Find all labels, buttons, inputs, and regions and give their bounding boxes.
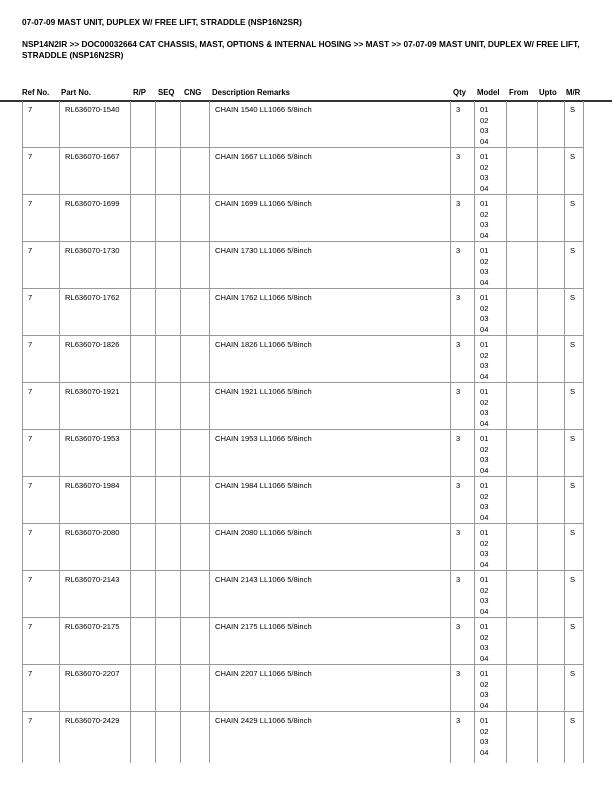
cell-rp	[131, 289, 156, 336]
cell-desc	[210, 712, 451, 764]
cell-ref-text: 7	[28, 199, 33, 208]
cell-part-text: RL636070-1826	[65, 340, 120, 349]
cell-model	[475, 195, 507, 242]
cell-ref-text: 7	[28, 105, 33, 114]
table-row	[23, 477, 584, 524]
cell-desc	[210, 336, 451, 383]
cell-qty-text: 3	[456, 434, 461, 443]
cell-part	[60, 477, 131, 524]
cell-mr	[565, 524, 584, 571]
cell-rp	[131, 101, 156, 148]
cell-desc	[210, 195, 451, 242]
cell-cng	[181, 712, 210, 764]
cell-upto	[538, 430, 565, 477]
cell-mr	[565, 383, 584, 430]
cell-qty-text: 3	[456, 716, 461, 725]
cell-mr-text: S	[570, 575, 576, 584]
cell-model	[475, 101, 507, 148]
cell-mr	[565, 618, 584, 665]
table-row	[23, 101, 584, 148]
cell-desc	[210, 101, 451, 148]
cell-upto	[538, 383, 565, 430]
cell-seq	[156, 665, 181, 712]
cell-from	[507, 242, 538, 289]
col-seq: SEQ	[158, 88, 175, 97]
cell-part-text: RL636070-1953	[65, 434, 120, 443]
cell-ref-text: 7	[28, 716, 33, 725]
cell-rp	[131, 712, 156, 764]
cell-rp	[131, 524, 156, 571]
cell-seq	[156, 430, 181, 477]
cell-mr-text: S	[570, 387, 576, 396]
cell-model-text: 01 02 03 04	[480, 105, 489, 146]
col-upto: Upto	[539, 88, 557, 97]
table-row	[23, 618, 584, 665]
cell-ref-text: 7	[28, 669, 33, 678]
cell-mr	[565, 195, 584, 242]
col-desc: Description Remarks	[212, 88, 290, 97]
cell-seq	[156, 289, 181, 336]
cell-mr	[565, 571, 584, 618]
cell-qty-text: 3	[456, 152, 461, 161]
col-model: Model	[477, 88, 500, 97]
table-header	[0, 87, 612, 100]
table-row	[23, 289, 584, 336]
table-row	[23, 665, 584, 712]
cell-from	[507, 571, 538, 618]
cell-cng	[181, 242, 210, 289]
cell-desc	[210, 477, 451, 524]
cell-model	[475, 712, 507, 764]
cell-upto	[538, 618, 565, 665]
cell-qty	[451, 242, 475, 289]
cell-rp	[131, 477, 156, 524]
cell-cng	[181, 148, 210, 195]
cell-cng	[181, 289, 210, 336]
cell-mr-text: S	[570, 669, 576, 678]
table-row	[23, 524, 584, 571]
cell-model-text: 01 02 03 04	[480, 387, 489, 428]
cell-upto	[538, 195, 565, 242]
cell-ref	[23, 618, 60, 665]
cell-part	[60, 383, 131, 430]
cell-part-text: RL636070-2080	[65, 528, 120, 537]
cell-desc	[210, 618, 451, 665]
cell-ref	[23, 524, 60, 571]
table-row	[23, 336, 584, 383]
col-ref: Ref No.	[22, 88, 50, 97]
cell-cng	[181, 336, 210, 383]
cell-qty-text: 3	[456, 481, 461, 490]
cell-model	[475, 336, 507, 383]
cell-ref	[23, 571, 60, 618]
cell-desc-text: CHAIN 1826 LL1066 5/8inch	[215, 340, 312, 349]
table-row	[23, 571, 584, 618]
cell-upto	[538, 665, 565, 712]
cell-mr	[565, 242, 584, 289]
cell-model	[475, 618, 507, 665]
cell-part-text: RL636070-1984	[65, 481, 120, 490]
cell-rp	[131, 618, 156, 665]
cell-desc-text: CHAIN 2207 LL1066 5/8inch	[215, 669, 312, 678]
cell-model-text: 01 02 03 04	[480, 152, 489, 193]
cell-model-text: 01 02 03 04	[480, 481, 489, 522]
cell-qty-text: 3	[456, 199, 461, 208]
cell-mr	[565, 665, 584, 712]
cell-from	[507, 289, 538, 336]
cell-upto	[538, 242, 565, 289]
cell-from	[507, 712, 538, 764]
cell-qty	[451, 430, 475, 477]
cell-upto	[538, 571, 565, 618]
cell-desc-text: CHAIN 2429 LL1066 5/8inch	[215, 716, 312, 725]
cell-cng	[181, 477, 210, 524]
cell-mr-text: S	[570, 434, 576, 443]
cell-desc	[210, 148, 451, 195]
cell-mr-text: S	[570, 293, 576, 302]
cell-qty-text: 3	[456, 575, 461, 584]
cell-model-text: 01 02 03 04	[480, 669, 489, 710]
cell-desc-text: CHAIN 1540 LL1066 5/8inch	[215, 105, 312, 114]
cell-from	[507, 430, 538, 477]
cell-from	[507, 336, 538, 383]
cell-qty-text: 3	[456, 293, 461, 302]
cell-cng	[181, 618, 210, 665]
cell-model-text: 01 02 03 04	[480, 622, 489, 663]
cell-seq	[156, 712, 181, 764]
cell-ref	[23, 477, 60, 524]
cell-qty	[451, 712, 475, 764]
cell-mr-text: S	[570, 716, 576, 725]
cell-mr-text: S	[570, 152, 576, 161]
cell-mr	[565, 477, 584, 524]
col-cng: CNG	[184, 88, 202, 97]
cell-ref	[23, 430, 60, 477]
table-row	[23, 712, 584, 764]
cell-desc	[210, 383, 451, 430]
cell-mr-text: S	[570, 246, 576, 255]
cell-part	[60, 618, 131, 665]
cell-qty	[451, 524, 475, 571]
cell-ref-text: 7	[28, 434, 33, 443]
cell-model-text: 01 02 03 04	[480, 246, 489, 287]
cell-ref	[23, 712, 60, 764]
cell-seq	[156, 148, 181, 195]
cell-model	[475, 383, 507, 430]
table-row	[23, 383, 584, 430]
cell-ref	[23, 101, 60, 148]
cell-desc-text: CHAIN 1921 LL1066 5/8inch	[215, 387, 312, 396]
cell-qty	[451, 477, 475, 524]
cell-part-text: RL636070-1921	[65, 387, 120, 396]
cell-part	[60, 336, 131, 383]
cell-ref	[23, 665, 60, 712]
cell-cng	[181, 571, 210, 618]
cell-model	[475, 148, 507, 195]
cell-part	[60, 571, 131, 618]
cell-ref-text: 7	[28, 575, 33, 584]
breadcrumb: NSP14N2IR >> DOC00032664 CAT CHASSIS, MAST, OPTIONS & INTERNAL HOSING >> MAST >> 07-07-09 MAST UNIT, DUPLEX W/ FREE LIFT, STRADDLE (NSP16N2SR)	[22, 39, 580, 60]
cell-qty	[451, 383, 475, 430]
cell-model	[475, 524, 507, 571]
col-mr: M/R	[566, 88, 581, 97]
cell-ref-text: 7	[28, 387, 33, 396]
cell-qty	[451, 618, 475, 665]
cell-qty	[451, 148, 475, 195]
cell-cng	[181, 383, 210, 430]
page-title: 07-07-09 MAST UNIT, DUPLEX W/ FREE LIFT, STRADDLE (NSP16N2SR)	[22, 17, 302, 27]
cell-mr	[565, 101, 584, 148]
cell-mr	[565, 712, 584, 764]
cell-cng	[181, 430, 210, 477]
cell-model	[475, 665, 507, 712]
cell-part-text: RL636070-1699	[65, 199, 120, 208]
cell-part-text: RL636070-2429	[65, 716, 120, 725]
cell-ref-text: 7	[28, 246, 33, 255]
cell-desc	[210, 665, 451, 712]
cell-upto	[538, 524, 565, 571]
cell-model-text: 01 02 03 04	[480, 434, 489, 475]
cell-from	[507, 477, 538, 524]
cell-desc	[210, 430, 451, 477]
cell-qty-text: 3	[456, 622, 461, 631]
cell-upto	[538, 712, 565, 764]
cell-model	[475, 430, 507, 477]
cell-seq	[156, 618, 181, 665]
cell-mr-text: S	[570, 340, 576, 349]
cell-qty-text: 3	[456, 528, 461, 537]
cell-seq	[156, 383, 181, 430]
cell-mr	[565, 430, 584, 477]
cell-seq	[156, 477, 181, 524]
table-row	[23, 430, 584, 477]
cell-model-text: 01 02 03 04	[480, 716, 489, 757]
cell-from	[507, 195, 538, 242]
cell-from	[507, 618, 538, 665]
cell-model-text: 01 02 03 04	[480, 575, 489, 616]
cell-model-text: 01 02 03 04	[480, 340, 489, 381]
cell-desc	[210, 289, 451, 336]
cell-model	[475, 477, 507, 524]
col-part: Part No.	[61, 88, 91, 97]
cell-ref	[23, 336, 60, 383]
cell-rp	[131, 195, 156, 242]
cell-part	[60, 195, 131, 242]
cell-rp	[131, 571, 156, 618]
cell-rp	[131, 665, 156, 712]
cell-qty-text: 3	[456, 669, 461, 678]
cell-part-text: RL636070-1540	[65, 105, 120, 114]
cell-part-text: RL636070-1762	[65, 293, 120, 302]
cell-part-text: RL636070-2207	[65, 669, 120, 678]
cell-mr	[565, 148, 584, 195]
cell-ref-text: 7	[28, 481, 33, 490]
cell-ref	[23, 148, 60, 195]
cell-part-text: RL636070-2143	[65, 575, 120, 584]
cell-cng	[181, 195, 210, 242]
cell-model-text: 01 02 03 04	[480, 528, 489, 569]
cell-seq	[156, 242, 181, 289]
cell-qty	[451, 571, 475, 618]
cell-qty-text: 3	[456, 387, 461, 396]
cell-rp	[131, 242, 156, 289]
cell-mr-text: S	[570, 481, 576, 490]
cell-model	[475, 242, 507, 289]
cell-qty	[451, 195, 475, 242]
cell-upto	[538, 148, 565, 195]
cell-part	[60, 665, 131, 712]
cell-qty	[451, 289, 475, 336]
cell-upto	[538, 477, 565, 524]
cell-mr	[565, 289, 584, 336]
cell-model-text: 01 02 03 04	[480, 199, 489, 240]
table-row	[23, 195, 584, 242]
cell-desc-text: CHAIN 2175 LL1066 5/8inch	[215, 622, 312, 631]
cell-desc-text: CHAIN 1730 LL1066 5/8inch	[215, 246, 312, 255]
cell-desc-text: CHAIN 2080 LL1066 5/8inch	[215, 528, 312, 537]
cell-desc-text: CHAIN 2143 LL1066 5/8inch	[215, 575, 312, 584]
cell-qty-text: 3	[456, 340, 461, 349]
cell-ref-text: 7	[28, 152, 33, 161]
cell-qty	[451, 101, 475, 148]
cell-desc	[210, 524, 451, 571]
cell-from	[507, 524, 538, 571]
cell-mr-text: S	[570, 528, 576, 537]
cell-ref	[23, 289, 60, 336]
cell-ref	[23, 242, 60, 289]
cell-from	[507, 665, 538, 712]
cell-upto	[538, 101, 565, 148]
cell-ref-text: 7	[28, 293, 33, 302]
cell-part-text: RL636070-1667	[65, 152, 120, 161]
cell-desc	[210, 242, 451, 289]
table-row	[23, 242, 584, 289]
cell-from	[507, 383, 538, 430]
cell-seq	[156, 101, 181, 148]
cell-part	[60, 524, 131, 571]
cell-qty	[451, 665, 475, 712]
cell-ref	[23, 383, 60, 430]
cell-seq	[156, 195, 181, 242]
cell-cng	[181, 524, 210, 571]
cell-desc-text: CHAIN 1984 LL1066 5/8inch	[215, 481, 312, 490]
cell-part-text: RL636070-1730	[65, 246, 120, 255]
cell-cng	[181, 665, 210, 712]
cell-rp	[131, 336, 156, 383]
parts-table	[22, 101, 584, 763]
cell-seq	[156, 336, 181, 383]
cell-mr	[565, 336, 584, 383]
cell-ref-text: 7	[28, 528, 33, 537]
cell-desc-text: CHAIN 1699 LL1066 5/8inch	[215, 199, 312, 208]
table-row	[23, 148, 584, 195]
cell-part	[60, 148, 131, 195]
cell-model	[475, 289, 507, 336]
cell-from	[507, 101, 538, 148]
cell-qty	[451, 336, 475, 383]
col-qty: Qty	[453, 88, 466, 97]
cell-desc-text: CHAIN 1762 LL1066 5/8inch	[215, 293, 312, 302]
cell-desc	[210, 571, 451, 618]
cell-seq	[156, 524, 181, 571]
col-from: From	[509, 88, 529, 97]
col-rp: R/P	[133, 88, 146, 97]
cell-qty-text: 3	[456, 105, 461, 114]
cell-rp	[131, 430, 156, 477]
cell-ref-text: 7	[28, 340, 33, 349]
cell-upto	[538, 336, 565, 383]
cell-rp	[131, 148, 156, 195]
cell-part	[60, 101, 131, 148]
cell-ref	[23, 195, 60, 242]
cell-part-text: RL636070-2175	[65, 622, 120, 631]
cell-desc-text: CHAIN 1667 LL1066 5/8inch	[215, 152, 312, 161]
cell-qty-text: 3	[456, 246, 461, 255]
cell-mr-text: S	[570, 105, 576, 114]
cell-mr-text: S	[570, 622, 576, 631]
cell-model-text: 01 02 03 04	[480, 293, 489, 334]
cell-part	[60, 289, 131, 336]
cell-mr-text: S	[570, 199, 576, 208]
cell-model	[475, 571, 507, 618]
cell-ref-text: 7	[28, 622, 33, 631]
cell-from	[507, 148, 538, 195]
cell-upto	[538, 289, 565, 336]
cell-cng	[181, 101, 210, 148]
cell-rp	[131, 383, 156, 430]
cell-part	[60, 712, 131, 764]
cell-part	[60, 430, 131, 477]
cell-desc-text: CHAIN 1953 LL1066 5/8inch	[215, 434, 312, 443]
cell-seq	[156, 571, 181, 618]
cell-part	[60, 242, 131, 289]
